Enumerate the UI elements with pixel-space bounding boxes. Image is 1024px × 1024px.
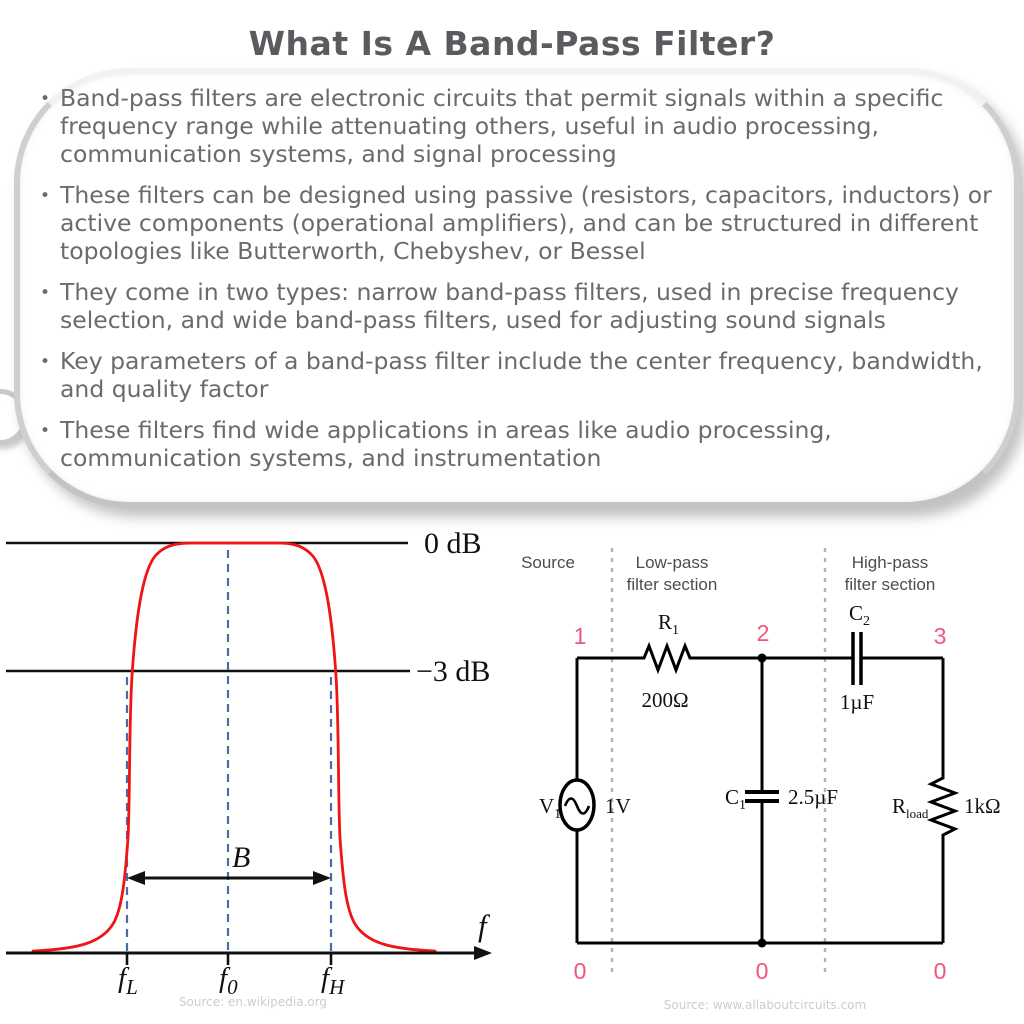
page-title: What Is A Band-Pass Filter? (248, 24, 776, 63)
bullet-icon: • (40, 421, 51, 441)
bullet-text: Key parameters of a band-pass filter include the center frequency, bandwidth, and quality factor (60, 347, 983, 403)
list-item (40, 347, 992, 403)
rload-value: 1kΩ (964, 794, 1001, 818)
r1-label: $R_1$ (658, 610, 680, 638)
r1-value: 200Ω (641, 688, 689, 712)
frequency-response-chart (0, 510, 512, 1024)
circuit-source-watermark: Source: www.allaboutcircuits.com (663, 998, 867, 1012)
bandwidth-arrowhead-left (127, 871, 145, 885)
node3-number: 3 (933, 623, 947, 649)
resistor-rload (931, 775, 955, 839)
bandwidth-label: B (232, 841, 251, 874)
section-highpass-label-2: filter section (844, 575, 936, 594)
v1-label: $V_1$ (539, 794, 562, 822)
node2-junction-dot (758, 654, 767, 663)
ground-junction-dot (758, 939, 767, 948)
c2-label: $C_2$ (849, 601, 871, 629)
list-item (40, 84, 992, 168)
fh-label: $f_H$ (321, 962, 345, 999)
f0-label: $f_0$ (219, 962, 238, 999)
section-lowpass-label-1: Low-pass (635, 553, 709, 572)
list-item (40, 278, 992, 334)
zero-db-label: 0 dB (424, 527, 482, 560)
resistor-r1 (638, 646, 692, 670)
node1-number: 1 (573, 623, 587, 649)
ground-node-number-3: 0 (933, 958, 947, 984)
section-lowpass-label-2: filter section (626, 575, 718, 594)
ground-node-number-2: 0 (755, 958, 769, 984)
bullet-text: Band-pass filters are electronic circuits that permit signals within a specific frequency range while attenuating others, useful in audio processing, communication systems, and signal processing (60, 84, 944, 168)
response-curve (33, 543, 435, 951)
f-axis-label: f (478, 908, 487, 943)
c2-value: 1µF (839, 690, 875, 714)
ground-node-number-1: 0 (573, 958, 587, 984)
rload-label: $R_{load}$ (892, 794, 929, 821)
node2-number: 2 (756, 620, 770, 646)
list-item (40, 181, 992, 265)
minus3-db-label: −3 dB (416, 655, 491, 688)
bullet-text: They come in two types: narrow band-pass filters, used in precise frequency selection, and wide band-pass filters, used for adjusting sound signals (60, 278, 959, 334)
graph-source-watermark: Source: en.wikipedia.org (178, 995, 328, 1009)
bullet-icon: • (40, 186, 51, 206)
bandwidth-arrowhead-right (313, 871, 331, 885)
bullet-list (40, 84, 992, 485)
c1-label: $C_1$ (725, 785, 747, 813)
bandpass-circuit-diagram (512, 530, 1024, 1024)
c1-value: 2.5µF (788, 785, 839, 809)
bullet-icon: • (40, 352, 51, 372)
bullet-text: These filters can be designed using passive (resistors, capacitors, inductors) or active components (operational amplifiers), and can be structured in different topologies like Butterworth, Chebyshev, or Bessel (60, 181, 992, 265)
x-axis-arrowhead (474, 946, 492, 960)
bullet-text: These filters find wide applications in areas like audio processing, communication systems, and instrumentation (60, 416, 832, 472)
section-source-label: Source (521, 553, 575, 572)
bullet-icon: • (40, 89, 51, 109)
v1-value: 1V (605, 794, 631, 818)
list-item (40, 416, 992, 472)
fl-label: $f_L$ (118, 962, 138, 999)
bullet-icon: • (40, 283, 51, 303)
section-highpass-label-1: High-pass (851, 553, 929, 572)
